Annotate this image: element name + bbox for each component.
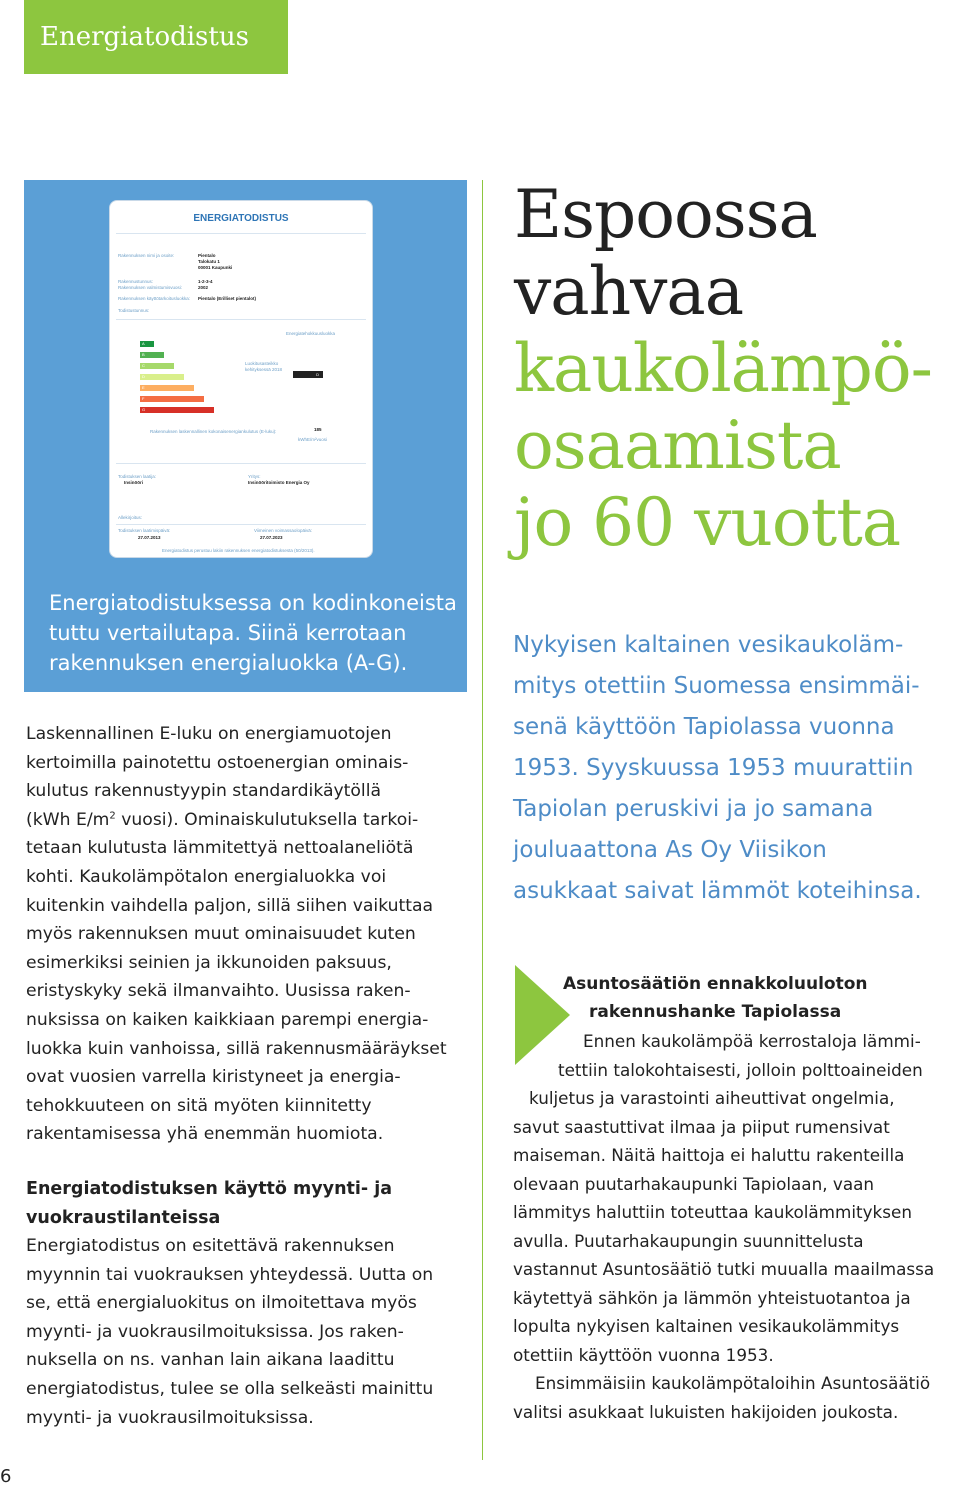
lead-line: 1953. Syyskuussa 1953 muurattiin: [513, 755, 914, 781]
section-header-tab: [24, 0, 288, 74]
cert-label-usage: Rakennuksen käyttötarkoitusluokka:: [118, 296, 191, 301]
energy-certificate-image: [109, 200, 373, 558]
lead-line: asukkaat saivat lämmöt koteihinsa.: [513, 878, 922, 904]
divider: [116, 524, 366, 525]
cert-value-code: 1-2-3-4: [198, 279, 213, 284]
lead-line: mitys otettiin Suomessa ensimmäi-: [513, 673, 920, 699]
text-fragment: vuosi). Ominaiskulutuksella tarkoi-: [115, 809, 419, 830]
article-headline: [514, 176, 932, 561]
lead-paragraph: [513, 625, 922, 912]
valid-value: 27.07.2023: [260, 535, 283, 540]
subsection-paragraph: [26, 1232, 466, 1432]
text-line: Laskennallinen E-luku on energiamuotojen: [26, 724, 392, 744]
text-line: kuljetus ja varastointi aiheuttivat ongelmia,: [529, 1088, 895, 1108]
cert-value-year: 2002: [198, 285, 209, 290]
heading-line: vuokraustilanteissa: [26, 1207, 221, 1228]
issuer-value: Insinööri: [124, 480, 143, 485]
text-line: lämmitys haluttiin toteuttaa kaukolämmityksen: [513, 1202, 912, 1222]
text-line: myynti- ja vuokrausilmoituksissa.: [26, 1407, 314, 1428]
company-label: Yritys:: [248, 474, 261, 479]
signature-label: Allekirjoitus:: [118, 515, 143, 520]
text-line: myös rakennuksen muut ominaisuudet kuten: [26, 924, 416, 945]
headline-line: vahvaa: [514, 253, 744, 330]
company-value: Insinööritoimisto Energia Oy: [248, 480, 310, 485]
text-line: Energiatodistus on esitettävä rakennuksen: [26, 1236, 395, 1256]
text-line: esimerkiksi seinien ja ikkunoiden paksuus,: [26, 952, 392, 973]
lead-line: senä käyttöön Tapiolassa vuonna: [513, 714, 895, 740]
scale-note-2: kehityksessä 2018: [245, 367, 283, 372]
cert-label-year: Rakennuksen valmistumisvuosi:: [118, 285, 183, 290]
text-line: kertoimilla painotettu ostoenergian ominais-: [26, 752, 409, 773]
certificate-footnote: Energiatodistus perustuu lakiin rakennuksen energiatodistuksesta (50/2013).: [162, 548, 315, 553]
energy-class-bar-d: D: [140, 374, 184, 380]
cert-value-name: Pientalo Talokatu 1 00001 Kaupunki: [198, 253, 233, 270]
date-value: 27.07.2013: [138, 535, 161, 540]
energy-class-bar-g: G: [140, 407, 214, 413]
subsection-heading: [26, 1175, 466, 1232]
caption-line: Energiatodistuksessa on kodinkoneista: [49, 591, 457, 615]
lead-line: Nykyisen kaltainen vesikaukoläm-: [513, 632, 904, 658]
text-line: olevaan puutarhakaupunki Tapiolaan, vaan: [513, 1173, 875, 1194]
headline-line: jo 60 vuotta: [514, 484, 901, 561]
text-line: [26, 806, 466, 835]
eluku-value: 185: [314, 427, 322, 432]
valid-label: Viimeinen voimassaolopäivä:: [254, 528, 312, 533]
text-line: rakentamisessa yhä enemmän huomiota.: [26, 1124, 384, 1145]
current-class-arrow: D: [293, 371, 323, 378]
text-line: nuksella on ns. vanhan lain aikana laadittu: [26, 1350, 395, 1371]
caption-line: rakennuksen energialuokka (A-G).: [49, 651, 408, 675]
text-line: tetaan kulutusta lämmitettyä nettoalaneliötä: [26, 838, 414, 859]
headline-line: Espoossa: [514, 176, 817, 253]
cert-label-id: Todistustunnus:: [118, 308, 150, 313]
text-line: eristyskyky sekä ilmanvaihto. Uusissa raken-: [26, 981, 411, 1002]
scale-title: Energiatehokkuusluokka: [286, 331, 336, 336]
section-title: Energiatodistus: [40, 22, 249, 52]
lead-line: Tapiolan peruskivi ja jo samana: [513, 796, 874, 822]
cert-value-usage: Pientalo (Erilliset pientalot): [198, 296, 257, 301]
box-heading-line: rakennushanke Tapiolassa: [589, 1002, 842, 1022]
date-label: Todistuksen laatimispäivä:: [118, 528, 171, 533]
scale-note: Luokitusasteikko: [245, 361, 279, 366]
text-line: energiatodistus, tulee se olla selkeästi mainittu: [26, 1378, 434, 1399]
divider: [116, 319, 366, 320]
box-heading: [563, 970, 868, 1026]
divider: [116, 233, 366, 234]
energy-class-bar-b: B: [140, 352, 164, 358]
text-line: kulutus rakennustyypin standardikäytöllä: [26, 781, 382, 802]
text-line: maiseman. Näitä haittoja ei haluttu rakenteilla: [513, 1145, 905, 1165]
certificate-title: ENERGIATODISTUS: [193, 213, 289, 224]
heading-line: Energiatodistuksen käyttö myynti- ja: [26, 1179, 393, 1199]
text-line: avulla. Puutarhakaupungin suunnittelusta: [513, 1230, 864, 1251]
text-line: Ennen kaukolämpöä kerrostaloja lämmi-: [583, 1031, 921, 1051]
energy-class-bar-e: E: [140, 385, 194, 391]
text-line: savut saastuttivat ilmaa ja piiput rumensivat: [513, 1116, 890, 1137]
issuer-label: Todistuksen laatija:: [118, 474, 157, 479]
text-line: myynti- ja vuokrausilmoituksissa. Jos raken-: [26, 1321, 404, 1342]
box-paragraph: [513, 1027, 934, 1426]
panel-caption: [49, 588, 459, 678]
text-line: käytettyä sähkön ja lämmön yhteistuotantoa ja: [513, 1287, 911, 1308]
box-heading-line: Asuntosäätiön ennakkoluuloton: [563, 974, 868, 994]
divider: [116, 463, 366, 464]
text-line: Ensimmäisiin kaukolämpötaloihin Asuntosäätiö: [535, 1373, 931, 1393]
text-line: tettiin talokohtaisesti, jolloin polttoaineiden: [558, 1059, 923, 1080]
column-divider: [482, 180, 483, 1460]
headline-line: osaamista: [514, 407, 841, 484]
text-line: kohti. Kaukolämpötalon energialuokka voi: [26, 866, 387, 887]
energy-class-bar-a: A: [140, 341, 154, 347]
energy-class-bar-f: F: [140, 396, 204, 402]
text-fragment: (kWh E/m: [26, 809, 110, 830]
lead-line: jouluaattona As Oy Viisikon: [513, 837, 827, 863]
headline-line: kaukolämpö-: [514, 330, 932, 407]
energy-class-bar-c: C: [140, 363, 174, 369]
superscript: 2: [109, 810, 116, 822]
eluku-label: Rakennuksen laskennallinen kokonaisenergiankulutus (E-luku):: [150, 429, 277, 434]
text-line: lopulta nykyisen kaltainen vesikaukolämmitys: [513, 1316, 900, 1336]
eluku-unit: kWhE/m²vuosi: [298, 437, 328, 442]
text-line: myynnin tai vuokrauksen yhteydessä. Uutta on: [26, 1264, 434, 1285]
text-line: tehokkuuteen on sitä myöten kiinnitetty: [26, 1095, 372, 1116]
text-line: vastannut Asuntosäätiö tutki muualla maailmassa: [513, 1259, 935, 1279]
cert-label-name: Rakennuksen nimi ja osoite:: [118, 253, 175, 258]
text-line: luokka kuin vanhoissa, sillä rakennusmääräykset: [26, 1038, 447, 1059]
caption-line: tuttu vertailutapa. Siinä kerrotaan: [49, 621, 407, 645]
text-line: valitsi asukkaat lukuisten hakijoiden joukosta.: [513, 1401, 899, 1422]
text-line: kuitenkin vaihdella paljon, sillä siihen vaikuttaa: [26, 895, 434, 916]
text-line: se, että energialuokitus on ilmoitettava myös: [26, 1293, 417, 1314]
text-line: ovat vuosien varrella kiristyneet ja energia-: [26, 1067, 401, 1088]
body-paragraph: [26, 720, 466, 1149]
text-line: otettiin käyttöön vuonna 1953.: [513, 1344, 774, 1365]
cert-label-code: Rakennustunnus:: [118, 279, 154, 284]
page-number: 6: [0, 1466, 12, 1487]
text-line: nuksissa on kaiken kaikkiaan parempi energia-: [26, 1009, 429, 1030]
